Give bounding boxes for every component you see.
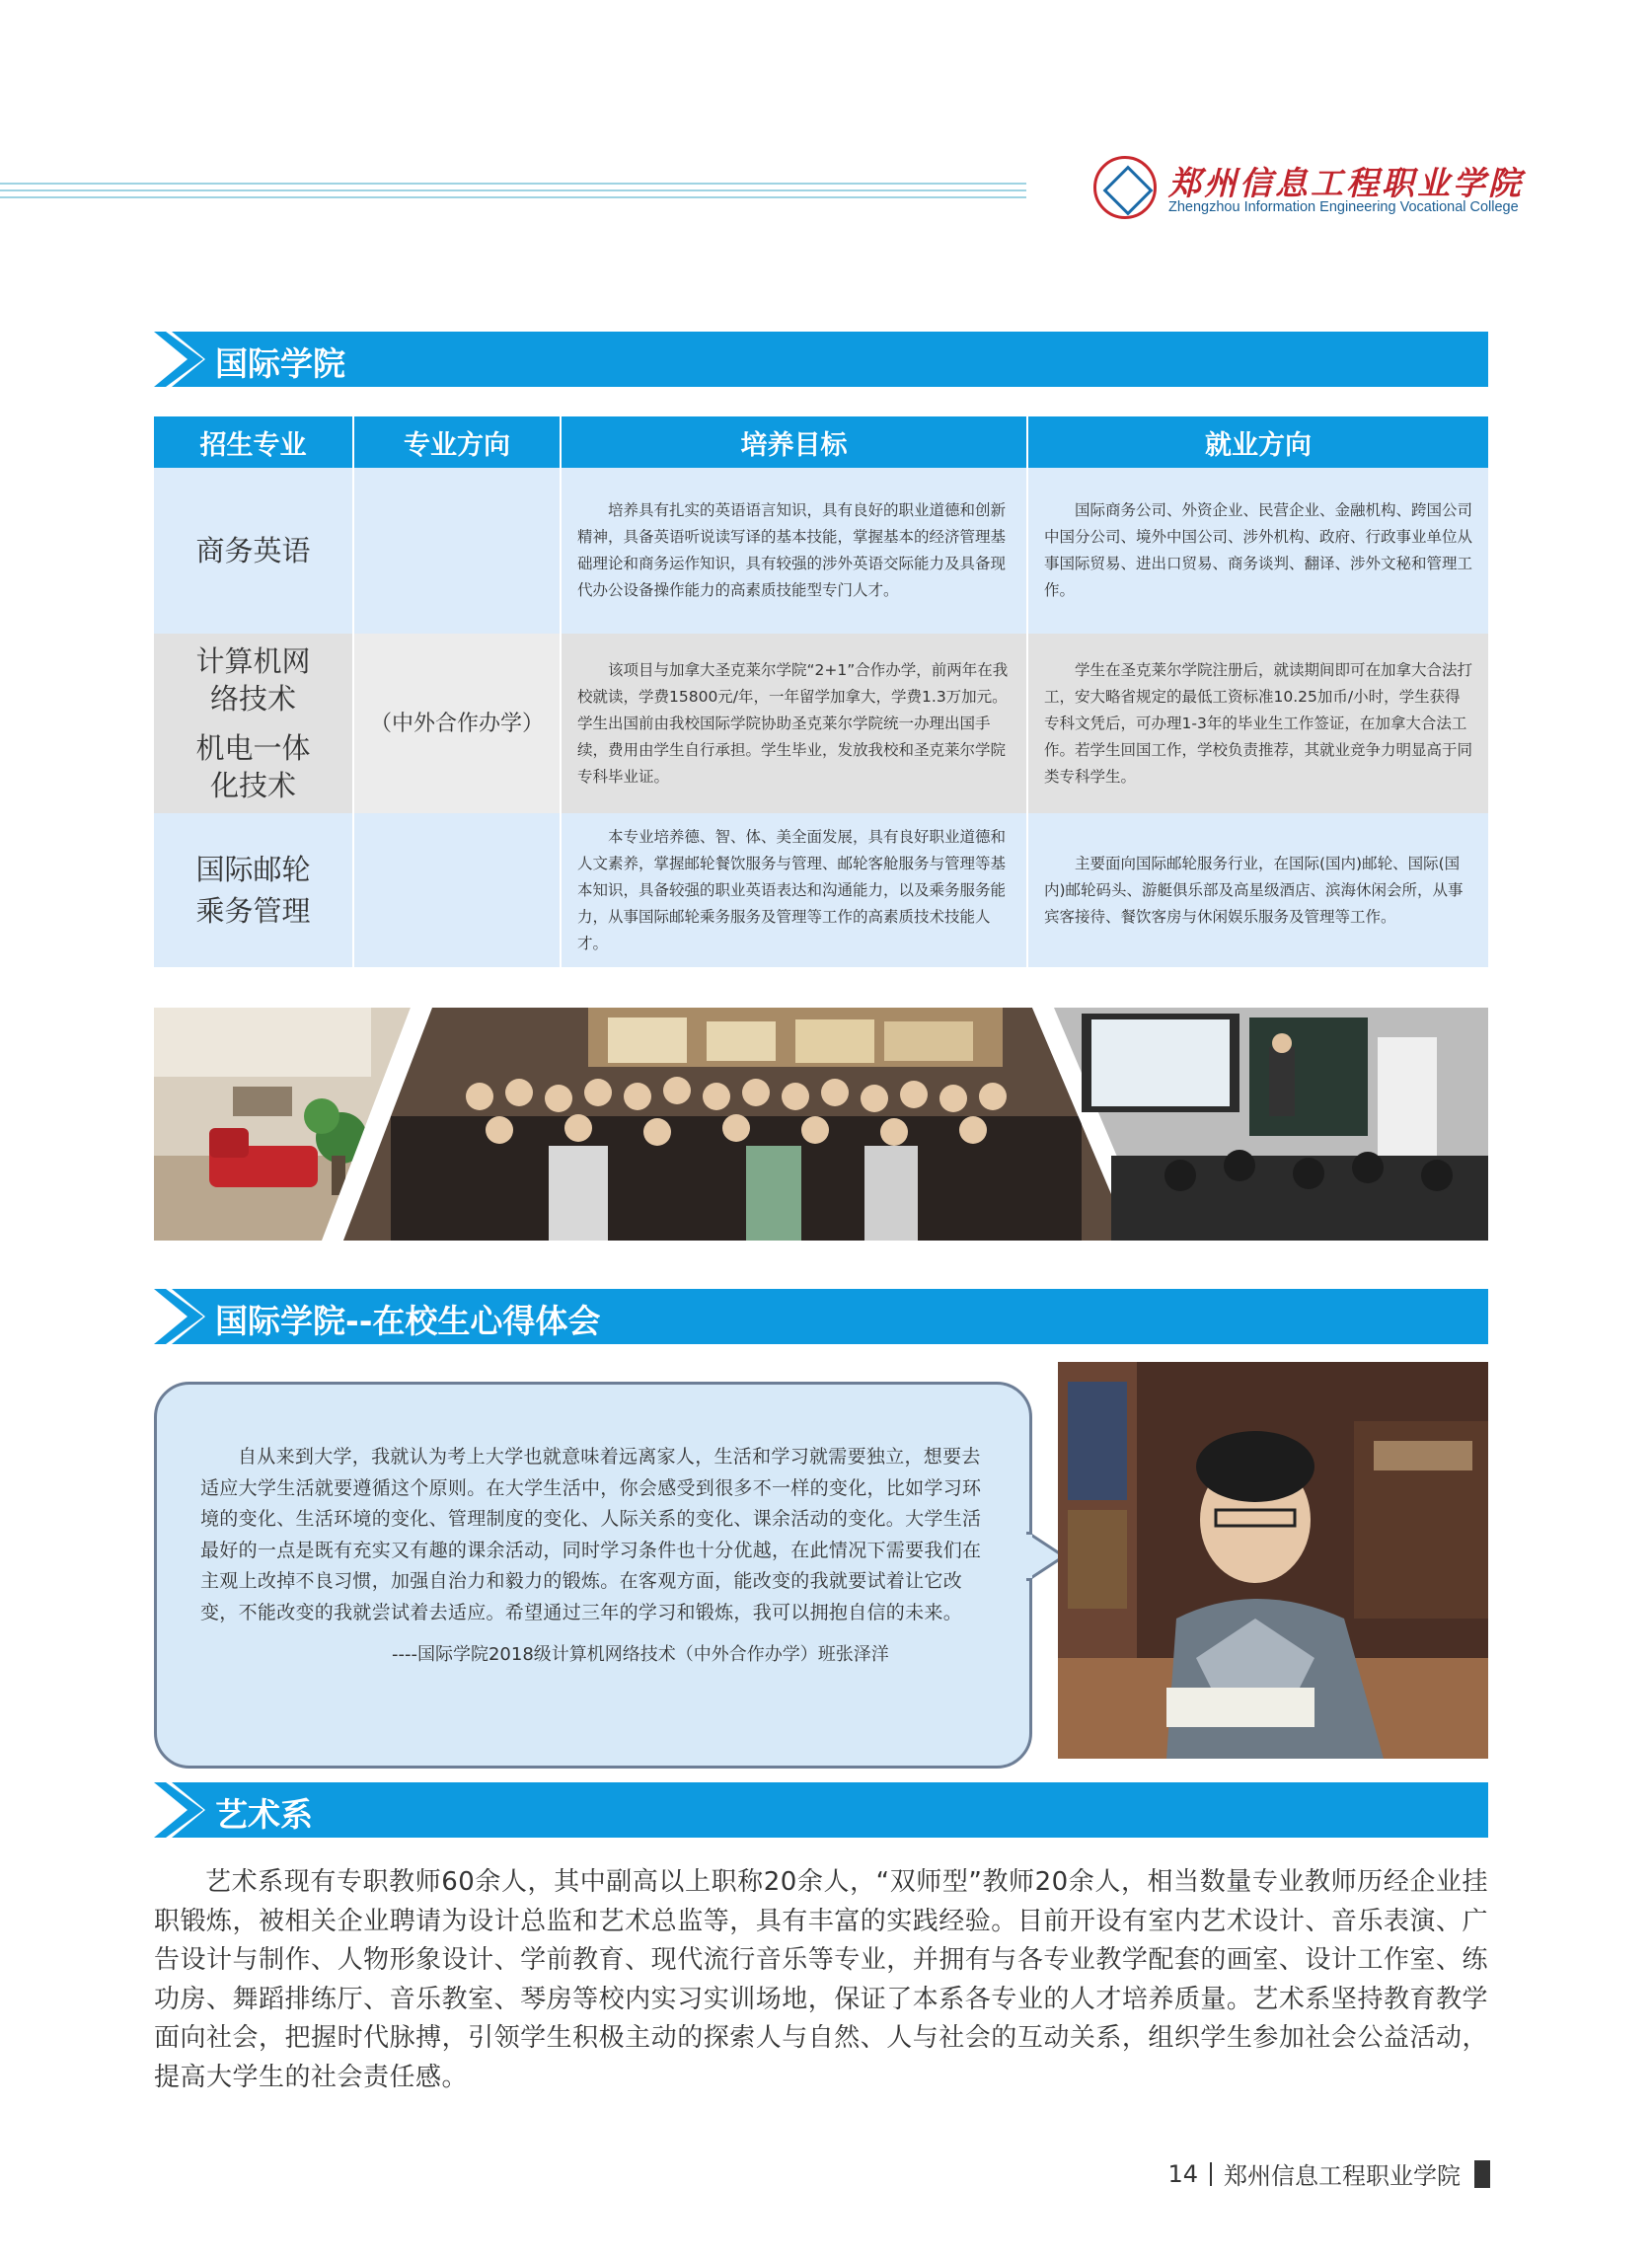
col-header-major: 招生专业 (154, 416, 353, 468)
group-photo (343, 1008, 1131, 1241)
major-name: 计算机网络技术 (195, 644, 311, 716)
table-row (154, 813, 1488, 967)
majors-table (154, 416, 1488, 967)
student-reading-photo (1058, 1362, 1488, 1759)
footer-block-mark (1474, 2160, 1490, 2188)
page-footer (1167, 2156, 1490, 2191)
classroom-photo (1054, 1008, 1488, 1241)
major-cell: 商务英语 (154, 468, 353, 634)
table-header-row (154, 416, 1488, 468)
section-banner-international (154, 332, 1488, 387)
col-header-career: 就业方向 (1027, 416, 1488, 468)
direction-cell: （中外合作办学） (353, 634, 561, 813)
col-header-direction: 专业方向 (353, 416, 561, 468)
section-title: 国际学院 (215, 344, 345, 383)
chevron-right-icon (154, 1289, 213, 1344)
footer-separator (1210, 2162, 1212, 2186)
campus-photos (154, 1008, 1488, 1241)
section-title: 艺术系 (215, 1795, 313, 1834)
header-decor-lines (0, 183, 1026, 198)
photo-strip (154, 1008, 1488, 1241)
goal-cell: 本专业培养德、智、体、美全面发展，具有良好职业道德和人文素养，掌握邮轮餐饮服务与管理、邮轮客舱服务与管理等基本知识，具备较强的职业英语表达和沟通能力，以及乘务服务能力，从事国际邮轮乘务服务及管理等工作的高素质技术技能人才。 (561, 813, 1027, 967)
career-cell: 学生在圣克莱尔学院注册后，就读期间即可在加拿大合法打工，安大略省规定的最低工资标准10.25加币/小时，学生获得专科文凭后，可办理1-3年的毕业生工作签证，在加拿大合法工作。若学生回国工作，学校负责推荐，其就业竞争力明显高于同类专科学生。 (1027, 634, 1488, 813)
major-name: 机电一体化技术 (195, 731, 311, 802)
student-quote-box (154, 1382, 1032, 1769)
section-banner-experience (154, 1289, 1488, 1344)
footer-school-name: 郑州信息工程职业学院 (1224, 2162, 1461, 2190)
chevron-right-icon (154, 1782, 213, 1838)
direction-cell (353, 813, 561, 967)
table-row (154, 634, 1488, 813)
chevron-right-icon (154, 332, 213, 387)
art-department-description: 艺术系现有专职教师60余人，其中副高以上职称20余人，“双师型”教师20余人，相当数量专业教师历经企业挂职锻炼，被相关企业聘请为设计总监和艺术总监等，具有丰富的实践经验。目前开设有室内艺术设计、音乐表演、广告设计与制作、人物形象设计、学前教育、现代流行音乐等专业，并拥有与各专业教学配套的画室、设计工作室、练功房、舞蹈排练厅、音乐教室、琴房等校内实习实训场地，保证了本系各专业的人才培养质量。艺术系坚持教育教学面向社会，把握时代脉搏，引领学生积极主动的探索人与自然、人与社会的互动关系，组织学生参加社会公益活动，提高大学生的社会责任感。 (154, 1867, 1488, 2092)
logo-english-name: Zhengzhou Information Engineering Vocational College (1168, 199, 1519, 215)
career-cell: 国际商务公司、外资企业、民营企业、金融机构、跨国公司中国分公司、境外中国公司、涉外机构、政府、行政事业单位从事国际贸易、进出口贸易、商务谈判、翻译、涉外文秘和管理工作。 (1027, 468, 1488, 634)
goal-cell: 培养具有扎实的英语语言知识，具有良好的职业道德和创新精神，具备英语听说读写译的基本技能，掌握基本的经济管理基础理论和商务运作知识，具有较强的涉外英语交际能力及具备现代办公设备操作能力的高素质技能型专门人才。 (561, 468, 1027, 634)
quote-text: 自从来到大学，我就认为考上大学也就意味着远离家人，生活和学习就需要独立，想要去适应大学生活就要遵循这个原则。在大学生活中，你会感受到很多不一样的变化，比如学习环境的变化、生活环境的变化、管理制度的变化、人际关系的变化、课余活动的变化。大学生活最好的一点是既有充实又有趣的课余活动，同时学习条件也十分优越，在此情况下需要我们在主观上改掉不良习惯，加强自治力和毅力的锻炼。在客观方面，能改变的我就要试着让它改变，不能改变的我就尝试着去适应。希望通过三年的学习和锻炼，我可以拥抱自信的未来。 (200, 1446, 982, 1623)
page-number: 14 (1167, 2159, 1198, 2188)
goal-cell: 该项目与加拿大圣克莱尔学院“2+1”合作办学，前两年在我校就读，学费15800元/年，一年留学加拿大，学费1.3万加元。学生出国前由我校国际学院协助圣克莱尔学院统一办理出国手续，费用由学生自行承担。学生毕业，发放我校和圣克莱尔学院专科毕业证。 (561, 634, 1027, 813)
career-cell: 主要面向国际邮轮服务行业，在国际(国内)邮轮、国际(国内)邮轮码头、游艇俱乐部及高星级酒店、滨海休闲会所，从事宾客接待、餐饮客房与休闲娱乐服务及管理等工作。 (1027, 813, 1488, 967)
student-photo (1058, 1362, 1488, 1759)
col-header-goal: 培养目标 (561, 416, 1027, 468)
major-cell: 国际邮轮乘务管理 (154, 813, 353, 967)
college-logo (1093, 156, 1524, 225)
major-cell (154, 634, 353, 813)
logo-chinese-name: 郑州信息工程职业学院 (1168, 164, 1524, 202)
section-title: 国际学院--在校生心得体会 (215, 1302, 601, 1340)
college-emblem-icon (1093, 156, 1157, 219)
table-row (154, 468, 1488, 634)
direction-cell (353, 468, 561, 634)
section-banner-art (154, 1782, 1488, 1838)
quote-signature: ----国际学院2018级计算机网络技术（中外合作办学）班张泽洋 (392, 1644, 889, 1665)
